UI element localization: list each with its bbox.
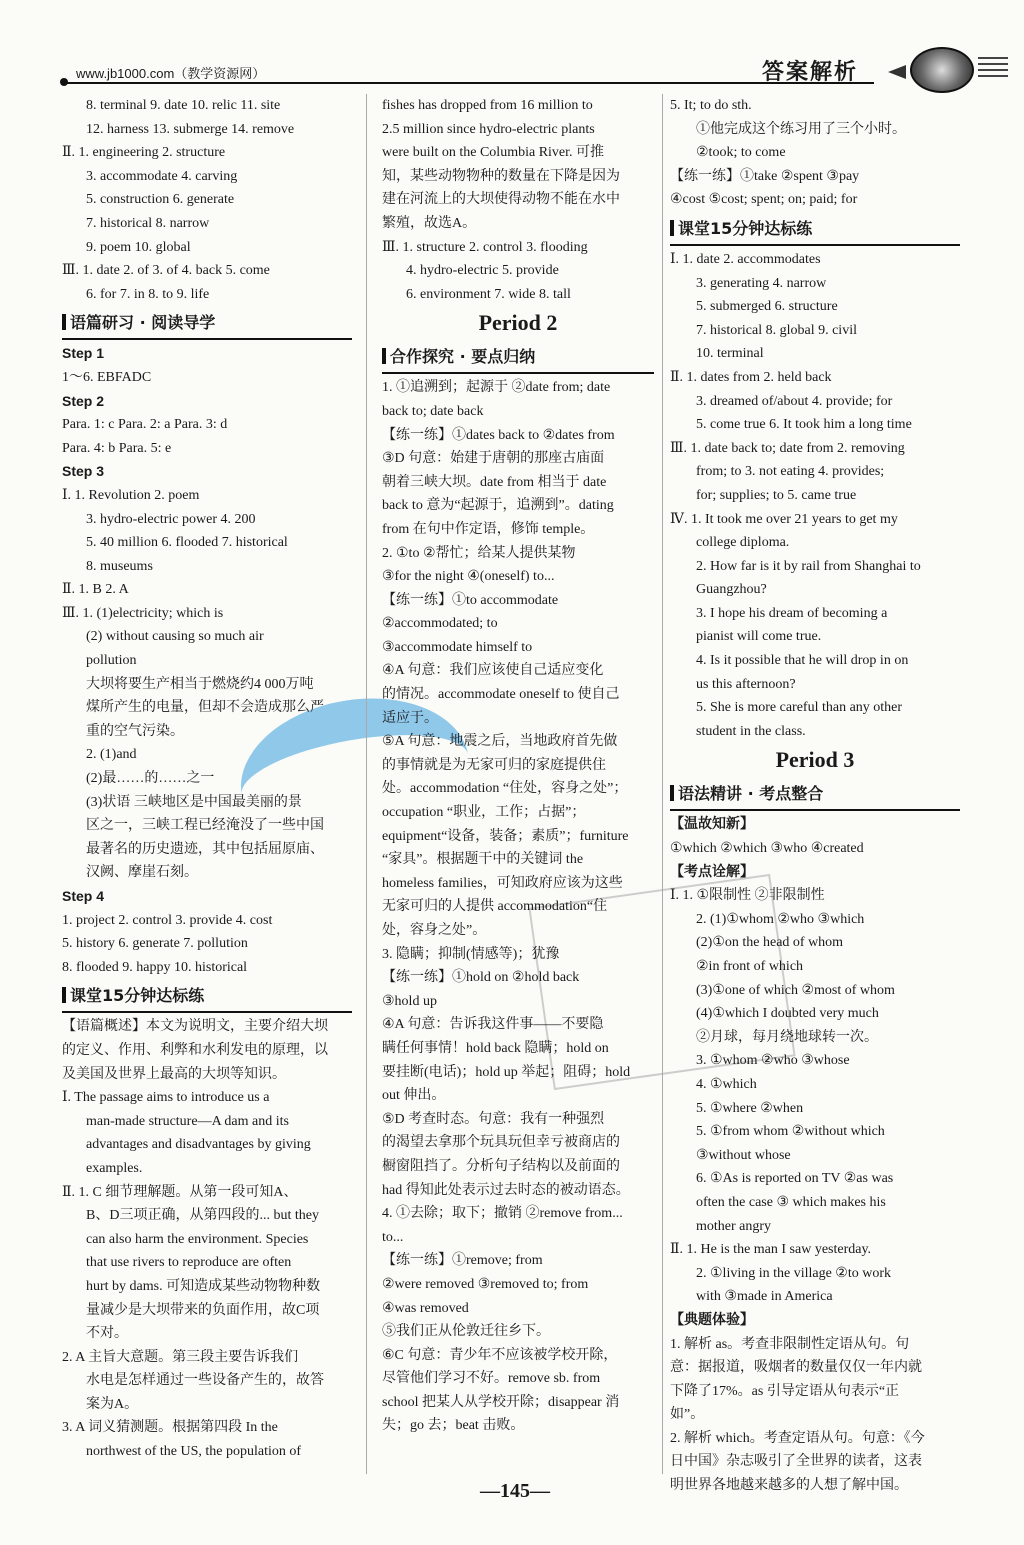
- text-line: 8. museums: [86, 558, 153, 574]
- text-line: 2. A 主旨大意题。第三段主要告诉我们: [62, 1349, 299, 1365]
- text-line: 日中国》杂志吸引了全世界的读者，这表: [670, 1454, 922, 1470]
- section-heading: 合作探究 · 要点归纳: [382, 342, 654, 374]
- text-line: 的定义、作用、利弊和水利发电的原理，以: [62, 1042, 328, 1058]
- text-line: 意：据报道，吸烟者的数量仅仅一年内就: [670, 1360, 922, 1376]
- text-line: 朝着三峡大坝。date from 相当于 date: [382, 474, 607, 490]
- text-line: 如”。: [670, 1407, 705, 1423]
- column-divider: [366, 94, 367, 1474]
- text-line: 7. historical 8. narrow: [86, 215, 210, 231]
- text-line: 2. ①to ②帮忙；给某人提供某物: [382, 545, 576, 561]
- text-line: 4. ①去除；取下；撤销 ②remove from...: [382, 1206, 623, 1222]
- text-line: (2)最……的……之一: [86, 771, 215, 787]
- text-line: 3. I hope his dream of becoming a: [696, 605, 888, 621]
- text-line: 3. accommodate 4. carving: [86, 168, 238, 184]
- text-line: 8. terminal 9. date 10. relic 11. site: [86, 98, 281, 113]
- text-line: “家具”。根据题干中的关键词 the: [382, 852, 584, 868]
- text-line: fishes has dropped from 16 million to: [382, 98, 593, 113]
- text-line: student in the class.: [696, 723, 806, 739]
- period-heading: Period 3: [775, 747, 855, 773]
- column-right: [670, 94, 960, 1498]
- text-line: 的事情就是为无家可归的家庭提供住: [382, 757, 606, 773]
- text-line: Para. 1: c Para. 2: a Para. 3: d: [62, 417, 228, 433]
- text-line: ⑤D 考查时态。句意：我有一种强烈: [382, 1111, 605, 1127]
- text-line: Ⅰ. The passage aims to introduce us a: [62, 1090, 270, 1106]
- text-line: college diploma.: [696, 535, 790, 551]
- text-line: 5. submerged 6. structure: [696, 299, 838, 315]
- text-line: ①which ②which ③who ④created: [670, 841, 864, 857]
- text-line: 【练一练】①to accommodate: [382, 592, 559, 608]
- text-line: 失；go 去；beat 击败。: [382, 1418, 525, 1434]
- text-line: 5. history 6. generate 7. pollution: [62, 936, 248, 952]
- text-line: 5. It; to do sth.: [670, 98, 752, 113]
- text-line: hurt by dams. 可知造成某些动物物种数: [86, 1278, 321, 1294]
- text-line: Ⅲ. 1. date 2. of 3. of 4. back 5. come: [62, 263, 270, 279]
- text-line: ②in front of which: [696, 959, 804, 974]
- text-line: (3)状语 三峡地区是中国最美丽的景: [86, 794, 302, 810]
- text-line: ④cost ⑤cost; spent; on; paid; for: [670, 192, 858, 208]
- arrow-icon: [888, 65, 906, 79]
- text-line: 适应于。: [382, 710, 438, 726]
- text-line: 3. ①whom ②who ③whose: [696, 1053, 850, 1069]
- page-title: 答案解析: [762, 60, 859, 85]
- text-line: 区之一，三峡工程已经淹没了一些中国: [86, 818, 324, 834]
- text-line: Para. 4: b Para. 5: e: [62, 440, 172, 456]
- text-line: ③accommodate himself to: [382, 639, 533, 655]
- text-line: occupation “职业，工作；占据”；: [382, 805, 586, 821]
- text-line: Ⅲ. 1. date back to; date from 2. removing: [670, 440, 905, 456]
- text-line: 2. ①living in the village ②to work: [696, 1265, 892, 1281]
- text-line: Ⅰ. 1. Revolution 2. poem: [62, 487, 200, 503]
- header-rule: [64, 82, 874, 84]
- publisher-logo: [910, 47, 974, 93]
- text-line: were built on the Columbia River. 可推: [382, 145, 605, 161]
- text-line: 案为A。: [86, 1396, 139, 1412]
- text-line: often the case ③ which makes his: [696, 1194, 886, 1210]
- text-line: Ⅱ. 1. He is the man I saw yesterday.: [670, 1242, 872, 1258]
- text-line: pianist will come true.: [696, 629, 822, 645]
- text-line: ②were removed ③removed to; from: [382, 1276, 589, 1292]
- text-line: pollution: [86, 653, 137, 669]
- text-line: ③D 句意：始建于唐朝的那座古庙面: [382, 451, 605, 467]
- text-line: northwest of the US, the population of: [86, 1444, 302, 1460]
- text-line: from; to 3. not eating 4. provides;: [696, 464, 885, 480]
- text-line: Ⅱ. 1. dates from 2. held back: [670, 369, 832, 385]
- text-line: with ③made in America: [696, 1289, 833, 1305]
- text-line: 3. A 词义猜测题。根据第四段 In the: [62, 1420, 278, 1436]
- text-line: (4)①which I doubted very much: [696, 1006, 879, 1022]
- text-line: 7. historical 8. global 9. civil: [696, 322, 857, 338]
- text-line: back to 意为“起源于，追溯到”。dating: [382, 498, 614, 514]
- section-heading: 课堂15分钟达标练: [670, 214, 960, 246]
- website-url: www.jb1000.com（教学资源网）: [76, 66, 266, 81]
- column-left: [62, 94, 352, 1464]
- bracket-heading: 【典题体验】: [670, 1312, 754, 1328]
- text-line: 无家可归的人提供 accommodation“住: [382, 899, 608, 915]
- text-line: that use rivers to reproduce are often: [86, 1255, 292, 1271]
- text-line: ⑥C 句意：青少年不应该被学校开除，: [382, 1347, 618, 1363]
- text-line: 明世界各地越来越多的人想了解中国。: [670, 1478, 908, 1494]
- step-label: Step 2: [62, 392, 105, 409]
- text-line: 水电是怎样通过一些设备产生的，故答: [86, 1373, 324, 1389]
- text-line: can also harm the environment. Species: [86, 1231, 309, 1247]
- text-line: ④A 句意：我们应该使自己适应变化: [382, 663, 604, 679]
- text-line: 重的空气污染。: [86, 723, 184, 739]
- text-line: 【语篇概述】本文为说明文，主要介绍大坝: [62, 1019, 328, 1035]
- text-line: Ⅲ. 1. structure 2. control 3. flooding: [382, 239, 588, 255]
- text-line: 瞒任何事情！hold back 隐瞒；hold on: [382, 1040, 609, 1056]
- text-line: 【练一练】①dates back to ②dates from: [382, 427, 615, 443]
- text-line: 3. hydro-electric power 4. 200: [86, 511, 256, 527]
- text-line: 建在河流上的大坝使得动物不能在水中: [382, 192, 620, 208]
- step-label: Step 4: [62, 888, 105, 904]
- text-line: 汉阙、摩崖石刻。: [86, 865, 198, 881]
- text-line: (2) without causing so much air: [86, 629, 264, 645]
- text-line: Ⅱ. 1. C 细节理解题。从第一段可知A、: [62, 1184, 298, 1200]
- text-line: man-made structure—A dam and its: [86, 1113, 289, 1129]
- text-line: 煤所产生的电量，但却不会造成那么严: [86, 700, 324, 716]
- text-line: from 在句中作定语，修饰 temple。: [382, 521, 595, 537]
- text-line: ④was removed: [382, 1300, 469, 1316]
- step-label: Step 3: [62, 463, 105, 480]
- text-line: 2.5 million since hydro-electric plants: [382, 121, 595, 137]
- text-line: homeless families，可知政府应该为这些: [382, 875, 623, 891]
- text-line: 6. ①As is reported on TV ②as was: [696, 1171, 894, 1187]
- section-heading: 语篇研习 · 阅读导学: [62, 308, 352, 340]
- text-line: ④A 句意：告诉我这件事——不要隐: [382, 1017, 604, 1033]
- text-line: 1. 解析 as。考查非限制性定语从句。句: [670, 1336, 910, 1352]
- text-line: 的渴望去拿那个玩具玩但幸亏被商店的: [382, 1135, 620, 1151]
- text-line: ②月球，每月绕地球转一次。: [696, 1029, 878, 1045]
- text-line: 【练一练】①take ②spent ③pay: [670, 168, 860, 184]
- text-line: Ⅳ. 1. It took me over 21 years to get my: [670, 511, 898, 527]
- text-line: 8. flooded 9. happy 10. historical: [62, 959, 248, 975]
- text-line: ③for the night ④(oneself) to...: [382, 569, 555, 585]
- text-line: Ⅰ. 1. ①限制性 ②非限制性: [670, 888, 825, 904]
- column-middle: [382, 94, 654, 1438]
- text-line: 1. project 2. control 3. provide 4. cost: [62, 912, 273, 928]
- text-line: ②accommodated; to: [382, 616, 498, 632]
- text-line: (3)①one of which ②most of whom: [696, 982, 895, 998]
- text-line: 知，某些动物物种的数量在下降是因为: [382, 168, 620, 184]
- text-line: examples.: [86, 1160, 143, 1176]
- text-line: 1～6. EBFADC: [62, 369, 152, 385]
- text-line: 处。accommodation “住处，容身之处”；: [382, 781, 628, 797]
- text-line: out 伸出。: [382, 1088, 446, 1104]
- text-line: 量减少是大坝带来的负面作用，故C项: [86, 1302, 320, 1318]
- text-line: 3. 隐瞒；抑制(情感等)；犹豫: [382, 946, 560, 962]
- text-line: Guangzhou?: [696, 582, 767, 598]
- text-line: (2)①on the head of whom: [696, 935, 844, 951]
- text-line: Ⅰ. 1. date 2. accommodates: [670, 251, 821, 267]
- text-line: ③hold up: [382, 993, 437, 1009]
- text-line: 4. hydro-electric 5. provide: [406, 263, 559, 279]
- text-line: 3. generating 4. narrow: [696, 275, 827, 291]
- text-line: advantages and disadvantages by giving: [86, 1137, 311, 1153]
- text-line: 6. for 7. in 8. to 9. life: [86, 286, 210, 302]
- text-line: 尽管他们学习不好。remove sb. from: [382, 1371, 601, 1387]
- text-line: 5. She is more careful than any other: [696, 700, 903, 716]
- text-line: 橱窗阻挡了。分析句子结构以及前面的: [382, 1158, 620, 1174]
- text-line: mother angry: [696, 1218, 772, 1234]
- text-line: 2. (1)and: [86, 747, 137, 763]
- text-line: 最著名的历史遗迹，其中包括屈原庙、: [86, 841, 324, 857]
- text-line: 的情况。accommodate oneself to 使自己: [382, 687, 620, 703]
- text-line: 1. ①追溯到；起源于 ②date from; date: [382, 380, 611, 396]
- text-line: 6. environment 7. wide 8. tall: [406, 286, 571, 302]
- section-heading: 语法精讲 · 考点整合: [670, 779, 960, 811]
- text-line: 要挂断(电话)；hold up 举起；阻碍；hold: [382, 1064, 631, 1080]
- text-line: ③without whose: [696, 1147, 791, 1163]
- section-heading: 课堂15分钟达标练: [62, 981, 352, 1013]
- text-line: back to; date back: [382, 403, 484, 419]
- text-line: to...: [382, 1229, 404, 1245]
- text-line: 12. harness 13. submerge 14. remove: [86, 121, 295, 137]
- text-line: 5. come true 6. It took him a long time: [696, 417, 912, 433]
- text-line: Ⅲ. 1. (1)electricity; which is: [62, 605, 224, 621]
- text-line: 5. ①where ②when: [696, 1100, 804, 1116]
- period-heading: Period 2: [478, 310, 558, 336]
- bracket-heading: 【考点诠解】: [670, 864, 754, 880]
- text-line: Ⅱ. 1. engineering 2. structure: [62, 145, 226, 161]
- text-line: 5. construction 6. generate: [86, 192, 235, 208]
- text-line: 不对。: [86, 1326, 128, 1342]
- page-number: —145—: [480, 1480, 550, 1502]
- text-line: 4. ①which: [696, 1076, 757, 1092]
- text-line: ⑤A 句意：地震之后，当地政府首先做: [382, 734, 618, 750]
- text-line: 处，容身之处”。: [382, 923, 487, 938]
- text-line: 4. Is it possible that he will drop in on: [696, 653, 909, 669]
- text-line: 下降了17%。as 引导定语从句表示“正: [670, 1383, 900, 1399]
- text-line: ②took; to come: [696, 145, 786, 161]
- text-line: Ⅱ. 1. B 2. A: [62, 582, 129, 598]
- text-line: 2. How far is it by rail from Shanghai to: [696, 558, 921, 574]
- bracket-heading: 【温故知新】: [670, 817, 754, 833]
- text-line: 2. (1)①whom ②who ③which: [696, 911, 865, 927]
- text-line: 【练一练】①remove; from: [382, 1253, 543, 1269]
- text-line: school 把某人从学校开除；disappear 消: [382, 1394, 620, 1410]
- text-line: for; supplies; to 5. came true: [696, 487, 857, 503]
- page-header: [60, 55, 1010, 87]
- text-line: 10. terminal: [696, 346, 764, 362]
- text-line: 繁殖，故选A。: [382, 215, 477, 231]
- text-line: 5. 40 million 6. flooded 7. historical: [86, 535, 288, 551]
- text-line: 【练一练】①hold on ②hold back: [382, 970, 580, 986]
- text-line: 2. 解析 which。考查定语从句。句意：《今: [670, 1430, 925, 1446]
- text-line: B、D三项正确，从第四段的... but they: [86, 1208, 319, 1224]
- column-divider: [662, 94, 663, 1474]
- text-line: had 得知此处表示过去时态的被动语态。: [382, 1182, 630, 1198]
- step-label: Step 1: [62, 345, 105, 362]
- text-line: us this afternoon?: [696, 676, 796, 692]
- text-line: ⑤我们正从伦敦迁往乡下。: [382, 1324, 550, 1340]
- text-line: equipment“设备，装备；素质”；furniture: [382, 828, 629, 844]
- decor-lines-icon: [978, 57, 1008, 81]
- text-line: ①他完成这个练习用了三个小时。: [696, 121, 906, 137]
- text-line: 3. dreamed of/about 4. provide; for: [696, 393, 893, 409]
- text-line: 及美国及世界上最高的大坝等知识。: [62, 1066, 286, 1082]
- text-line: 9. poem 10. global: [86, 239, 191, 255]
- text-line: 5. ①from whom ②without which: [696, 1124, 885, 1140]
- text-line: 大坝将要生产相当于燃烧约4 000万吨: [86, 676, 314, 692]
